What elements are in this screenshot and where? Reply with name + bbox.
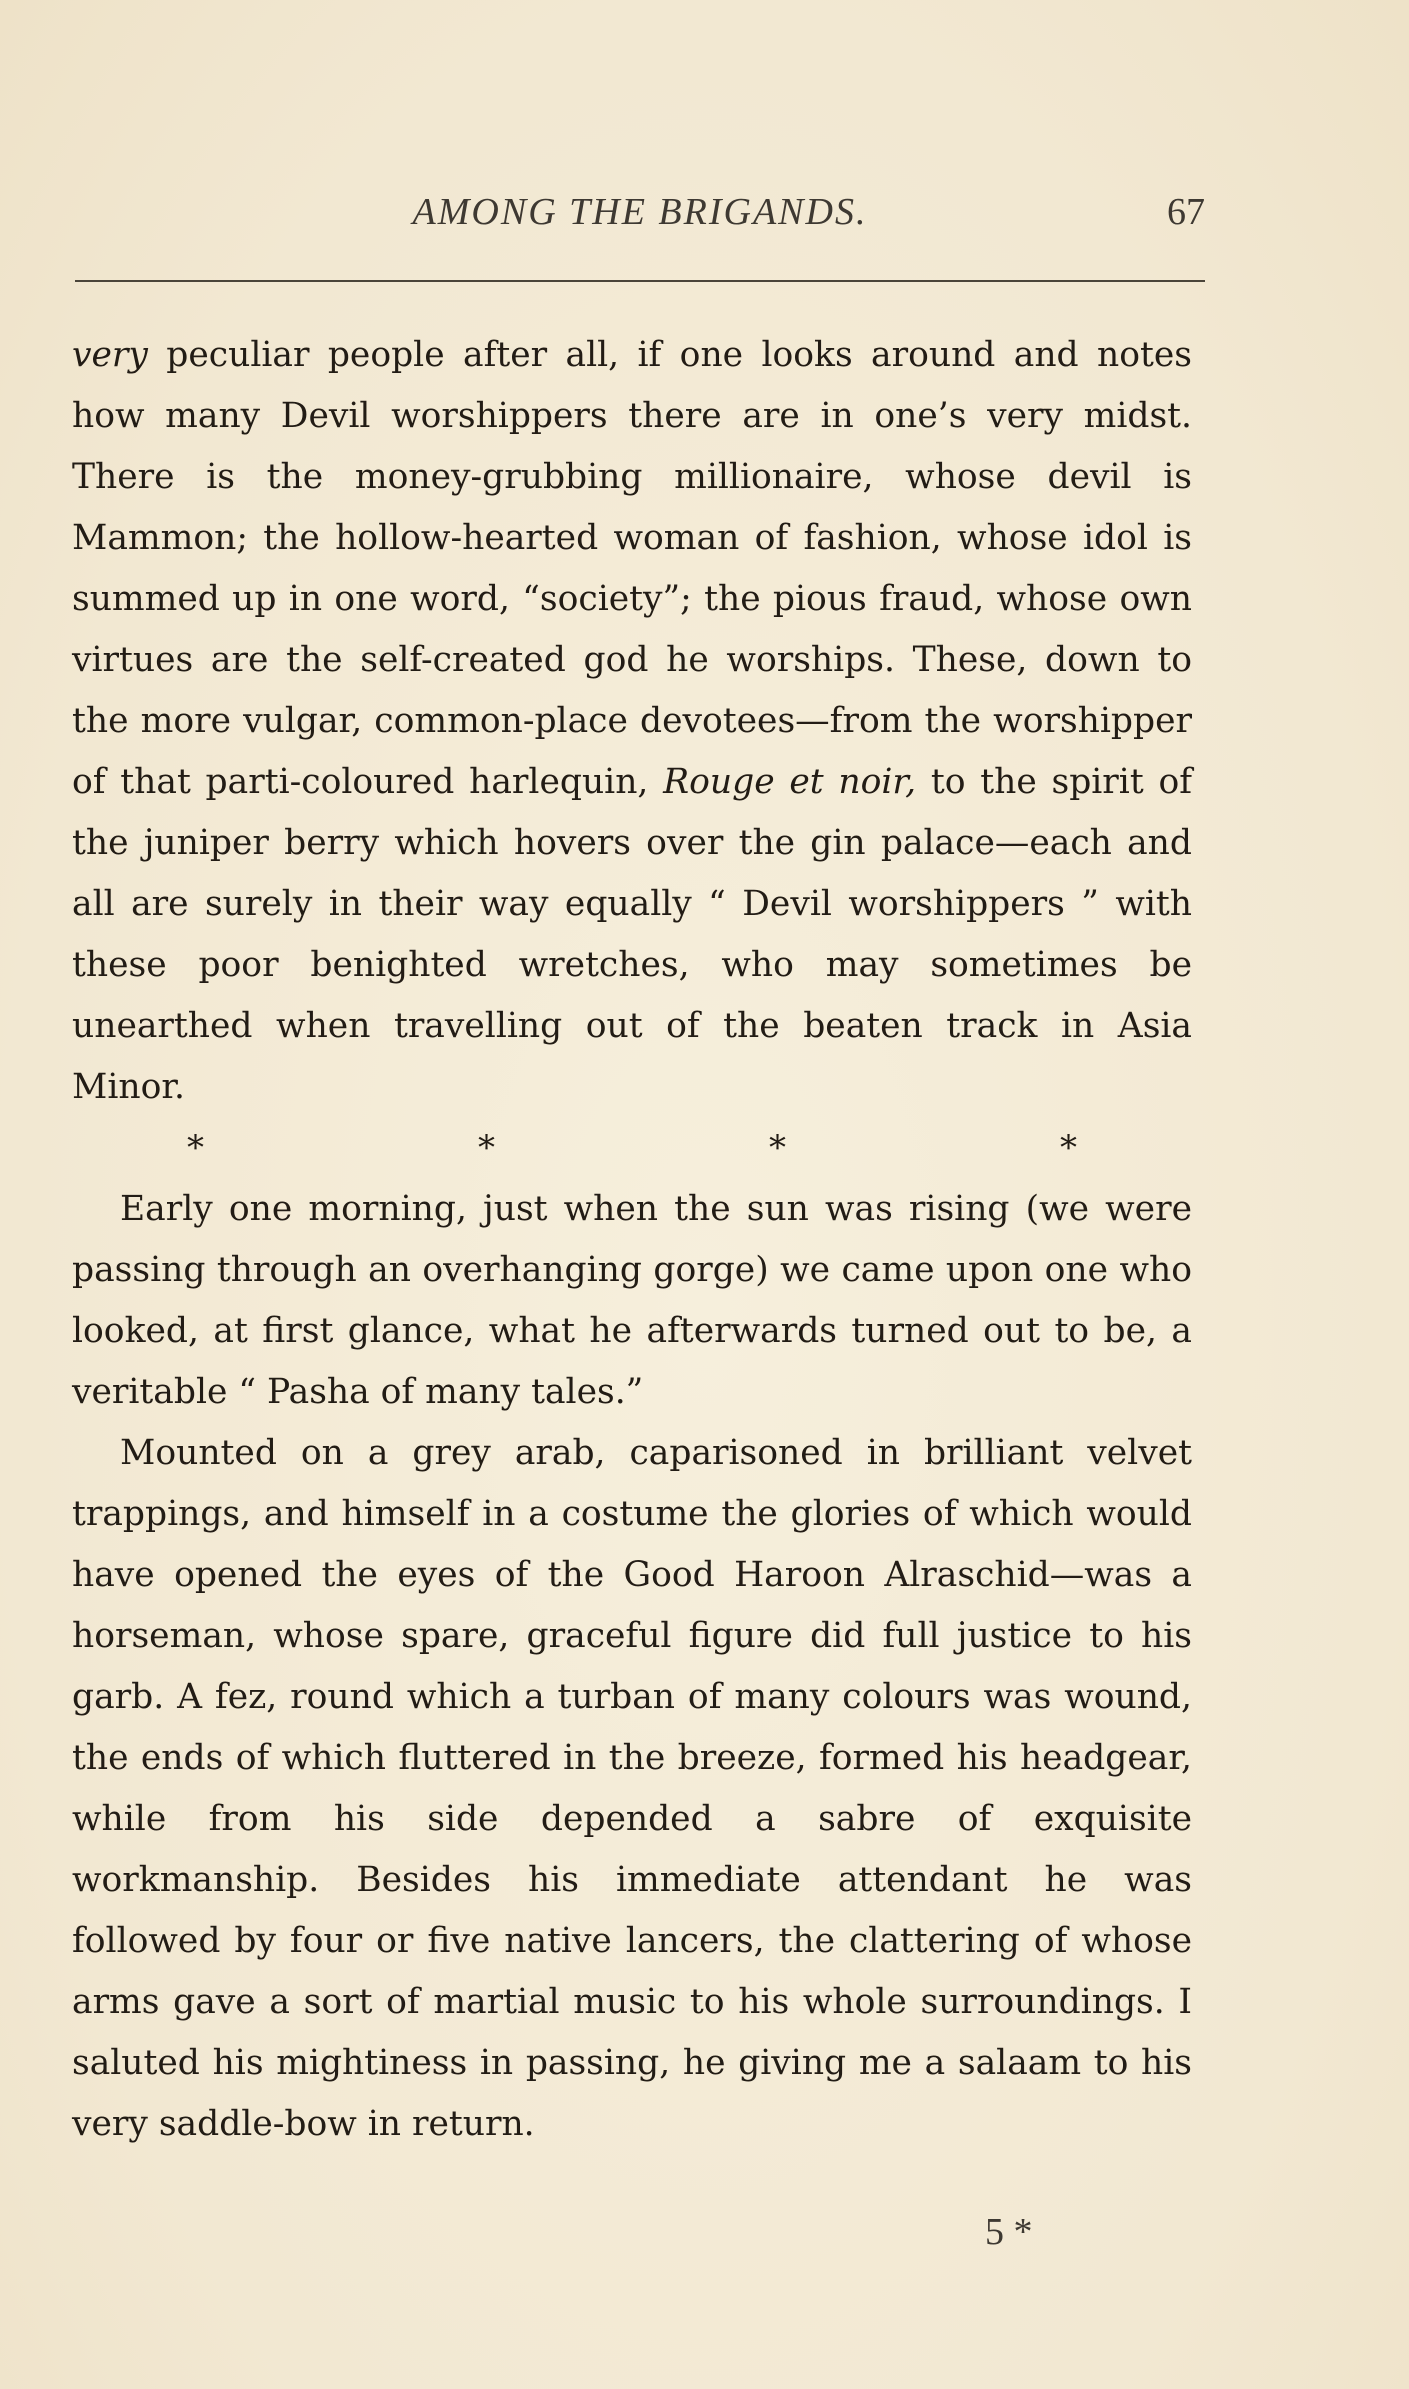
signature-mark: 5 * bbox=[985, 2211, 1033, 2253]
emphasis-rouge-et-noir: Rouge et noir, bbox=[663, 762, 917, 802]
separator-star: * bbox=[478, 1128, 495, 1168]
separator-star: * bbox=[769, 1128, 786, 1168]
body-text bbox=[72, 325, 1192, 2155]
paragraph-1-text-a: peculiar people after all, if one looks around and notes how many Devil worshippers there are in one’s very midst. There is the money-grubbing millionaire, whose devil is Mammon; the hollow-hearted woman of fashion, whose idol is summed up in one word, “society”; the pious fraud, whose own virtues are the self-created god he worships. These, down to the more vulgar, common-place devotees—from the worshipper of that parti-coloured harlequin, bbox=[72, 335, 1192, 802]
paragraph-3: Mounted on a grey arab, caparisoned in brilliant velvet trappings, and himself in a costume the glories of which would have opened the eyes of the Good Haroon Alraschid—was a horseman, whose spare, graceful figure did full justice to his garb. A fez, round which a turban of many colours was wound, the ends of which fluttered in the breeze, formed his headgear, while from his side depended a sabre of exquisite workmanship. Besides his immediate attendant he was followed by four or five native lancers, the clattering of whose arms gave a sort of martial music to his whole surroundings. I saluted his mightiness in passing, he giving me a salaam to his very saddle-bow in return. bbox=[72, 1433, 1192, 2144]
paragraph-1 bbox=[72, 325, 1192, 1118]
section-separator bbox=[72, 1118, 1192, 1179]
separator-star: * bbox=[1060, 1128, 1077, 1168]
paragraph-1-text-b: to the spirit of the juniper berry which hovers over the gin palace—each and all are surely in their way equally “ Devil worshippers ” with these poor benighted wretches, who may sometimes be unearthed when travelling out of the beaten track in Asia Minor. bbox=[72, 762, 1192, 1107]
page-number: 67 bbox=[1167, 191, 1205, 233]
separator-star: * bbox=[187, 1128, 204, 1168]
running-title: AMONG THE BRIGANDS. bbox=[412, 191, 868, 233]
emphasis-very: very bbox=[72, 335, 148, 375]
header-rule bbox=[75, 280, 1205, 282]
page-header bbox=[75, 190, 1205, 246]
paragraph-2: Early one morning, just when the sun was rising (we were passing through an overhanging gorge) we came upon one who looked, at first glance, what he afterwards turned out to be, a veritable “ Pasha of many tales.” bbox=[72, 1189, 1192, 1412]
